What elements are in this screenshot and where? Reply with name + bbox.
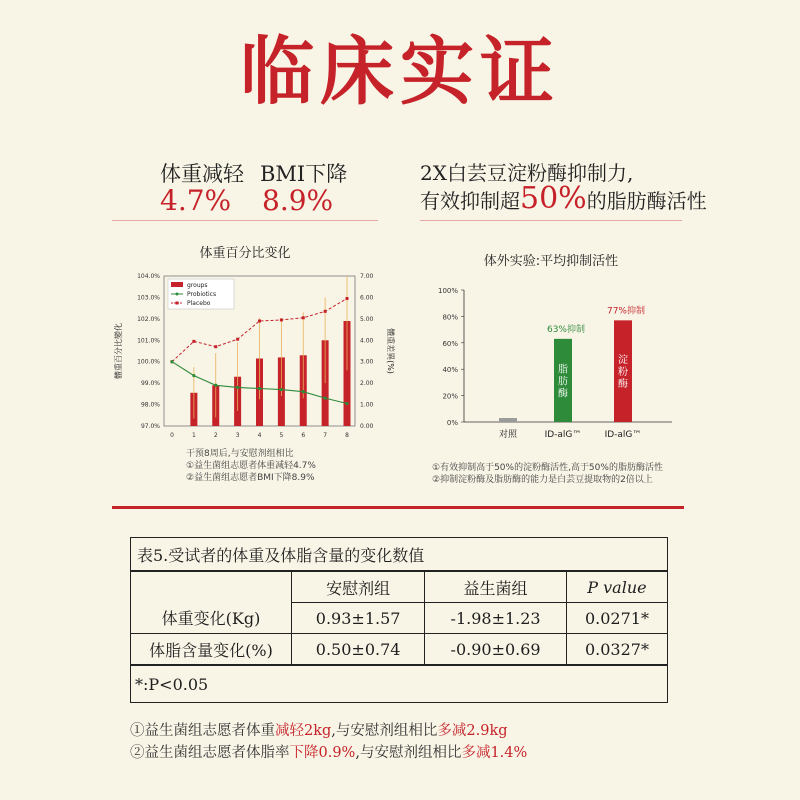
table-footnote: *:P<0.05: [131, 665, 668, 703]
probiotics-point: [214, 384, 217, 387]
y2-tick-label: 0.00: [360, 423, 374, 430]
results-table: [130, 537, 668, 703]
table-header: 安慰剂组: [292, 571, 425, 603]
y2-axis-label: 體重差異(%): [386, 328, 395, 374]
table-caption-row: [131, 538, 668, 572]
left-note-1: 干预8周后,与安慰剂组相比: [186, 449, 294, 459]
probiotics-point: [345, 402, 348, 405]
y-axis-label: 體重百分比變化: [114, 323, 123, 379]
section-divider: [112, 506, 684, 509]
right-chart-title: 体外实验:平均抑制活性: [483, 254, 619, 269]
x-tick-label: 5: [279, 432, 284, 439]
y-tick-label: 20%: [442, 392, 458, 401]
divider-left: [112, 220, 378, 221]
x-tick-label: 8: [345, 432, 349, 439]
probiotics-point: [324, 397, 327, 400]
probiotics-point: [170, 360, 173, 363]
claim-line1: 2X白芸豆淀粉酶抑制力,: [420, 161, 634, 185]
weight-loss-value: 4.7%: [160, 184, 232, 217]
y2-tick-label: 6.00: [360, 294, 374, 302]
y-tick-label: 101.0%: [137, 337, 160, 345]
legend-label: Probiotics: [187, 291, 217, 298]
y-tick-label: 102.0%: [137, 315, 160, 323]
weight-loss-label: 体重减轻: [160, 162, 244, 186]
y-tick-label: 80%: [442, 313, 458, 322]
x-tick-label: 3: [235, 432, 240, 439]
y-tick-label: 100.0%: [137, 358, 160, 366]
y-tick-label: 103.0%: [137, 294, 160, 302]
data-label: 63%抑制: [546, 324, 586, 335]
placebo-point: [280, 318, 283, 321]
x-tick-label: 7: [323, 432, 328, 439]
legend-label: groups: [187, 282, 208, 289]
bmi-drop-value: 8.9%: [262, 184, 334, 217]
data-label: 77%抑制: [606, 306, 646, 317]
x-tick-label: 4: [257, 432, 262, 439]
table-cell: 0.50±0.74: [292, 634, 425, 666]
legend-swatch-groups: [171, 282, 183, 287]
claim-highlight: 50%: [520, 181, 587, 216]
table-row: [131, 603, 668, 634]
row-label: 体脂含量变化(%): [131, 634, 292, 666]
footnote-text: ②益生菌组志愿者体脂率: [130, 745, 290, 761]
bar-text: 淀: [618, 355, 628, 367]
bar-text: 酶: [618, 379, 628, 391]
bar-text: 酶: [558, 388, 568, 400]
probiotics-point: [258, 387, 261, 390]
y2-tick-label: 5.00: [360, 315, 374, 323]
bar-text: 粉: [618, 367, 628, 379]
table-header: P value: [566, 571, 667, 603]
x-tick-label: 0: [170, 432, 174, 439]
right-note-1: ①有效抑制高于50%的淀粉酶活性,高于50%的脂肪酶活性: [432, 463, 663, 473]
table-row: [131, 634, 668, 666]
table-header-row: [131, 571, 668, 603]
table-cell: -0.90±0.69: [425, 634, 567, 666]
placebo-point: [258, 320, 261, 323]
table-cell: 0.0271*: [566, 603, 667, 634]
left-chart-title: 体重百分比变化: [199, 246, 291, 261]
y-tick-label: 99.0%: [140, 380, 160, 388]
footnote-highlight: 减轻2kg: [275, 723, 332, 739]
y2-tick-label: 1.00: [360, 401, 374, 409]
x-tick-label: ID-alG™: [544, 430, 582, 440]
page-title: 临床实证: [240, 29, 560, 115]
probiotics-point: [280, 388, 283, 391]
placebo-point: [192, 340, 195, 343]
footnote-text: ,与安慰剂组相比: [331, 723, 438, 739]
inhibition-chart: [420, 282, 690, 447]
footnote-highlight: 多减1.4%: [461, 745, 528, 761]
footnote-2: [130, 740, 527, 766]
legend-label: Placebo: [187, 300, 211, 307]
y-tick-label: 0%: [446, 419, 458, 427]
placebo-point: [346, 297, 349, 300]
left-note-2: ①益生菌组志愿者体重减轻4.7%: [186, 461, 316, 471]
right-note-2: ②抑制淀粉酶及脂肪酶的能力是白芸豆提取物的2倍以上: [432, 475, 653, 485]
placebo-point: [236, 338, 239, 341]
y-tick-label: 98.0%: [140, 401, 160, 409]
placebo-point: [214, 345, 217, 348]
x-tick-label: 6: [301, 432, 306, 439]
y-tick-label: 97.0%: [140, 423, 160, 430]
row-label: 体重变化(Kg): [131, 603, 292, 634]
claim-post: 的脂肪酶活性: [586, 189, 707, 213]
x-tick-label: 2: [213, 432, 218, 439]
placebo-point: [302, 316, 305, 319]
divider-right: [420, 220, 682, 221]
table-cell: 0.93±1.57: [292, 603, 425, 634]
left-note-3: ②益生菌组志愿者BMI下降8.9%: [186, 473, 315, 483]
y2-tick-label: 7.00: [360, 273, 374, 280]
footnote-highlight: 下降0.9%: [289, 745, 356, 761]
bmi-drop-label: BMI下降: [260, 162, 348, 186]
y-tick-label: 60%: [442, 339, 458, 348]
bar-text: 脂: [558, 364, 568, 376]
footnote-text: ①益生菌组志愿者体重: [130, 723, 275, 739]
bar-text: 肪: [558, 376, 568, 388]
placebo-point: [324, 310, 327, 313]
table-cell: -1.98±1.23: [425, 603, 567, 634]
table-caption: 表5.受试者的体重及体脂含量的变化数值: [131, 538, 668, 572]
footnote-highlight: 多减2.9kg: [437, 723, 508, 739]
y-tick-label: 100%: [437, 287, 458, 295]
x-tick-label: ID-alG™: [604, 430, 642, 440]
y2-tick-label: 2.00: [360, 380, 374, 388]
probiotics-point: [192, 374, 195, 377]
y-tick-label: 104.0%: [137, 273, 160, 280]
table-corner: [131, 571, 292, 603]
table-footnote-row: [131, 665, 668, 703]
bar: [499, 418, 517, 422]
legend-marker-probiotics: [176, 293, 179, 296]
x-tick-label: 1: [191, 432, 196, 439]
claim-line2: [420, 181, 707, 216]
y2-tick-label: 4.00: [360, 337, 374, 345]
footnote-text: ,与安慰剂组相比: [355, 745, 462, 761]
y-tick-label: 40%: [442, 366, 458, 375]
probiotics-point: [302, 390, 305, 393]
table-header: 益生菌组: [425, 571, 567, 603]
claim-pre: 有效抑制超: [420, 189, 520, 213]
x-tick-label: 对照: [498, 430, 518, 440]
probiotics-point: [236, 386, 239, 389]
right-chart-notes: [432, 462, 663, 486]
left-chart-notes: [186, 448, 316, 484]
y2-tick-label: 3.00: [360, 358, 374, 366]
table-cell: 0.0327*: [566, 634, 667, 666]
legend-marker-placebo: [176, 302, 179, 305]
weight-change-chart: [112, 262, 400, 452]
